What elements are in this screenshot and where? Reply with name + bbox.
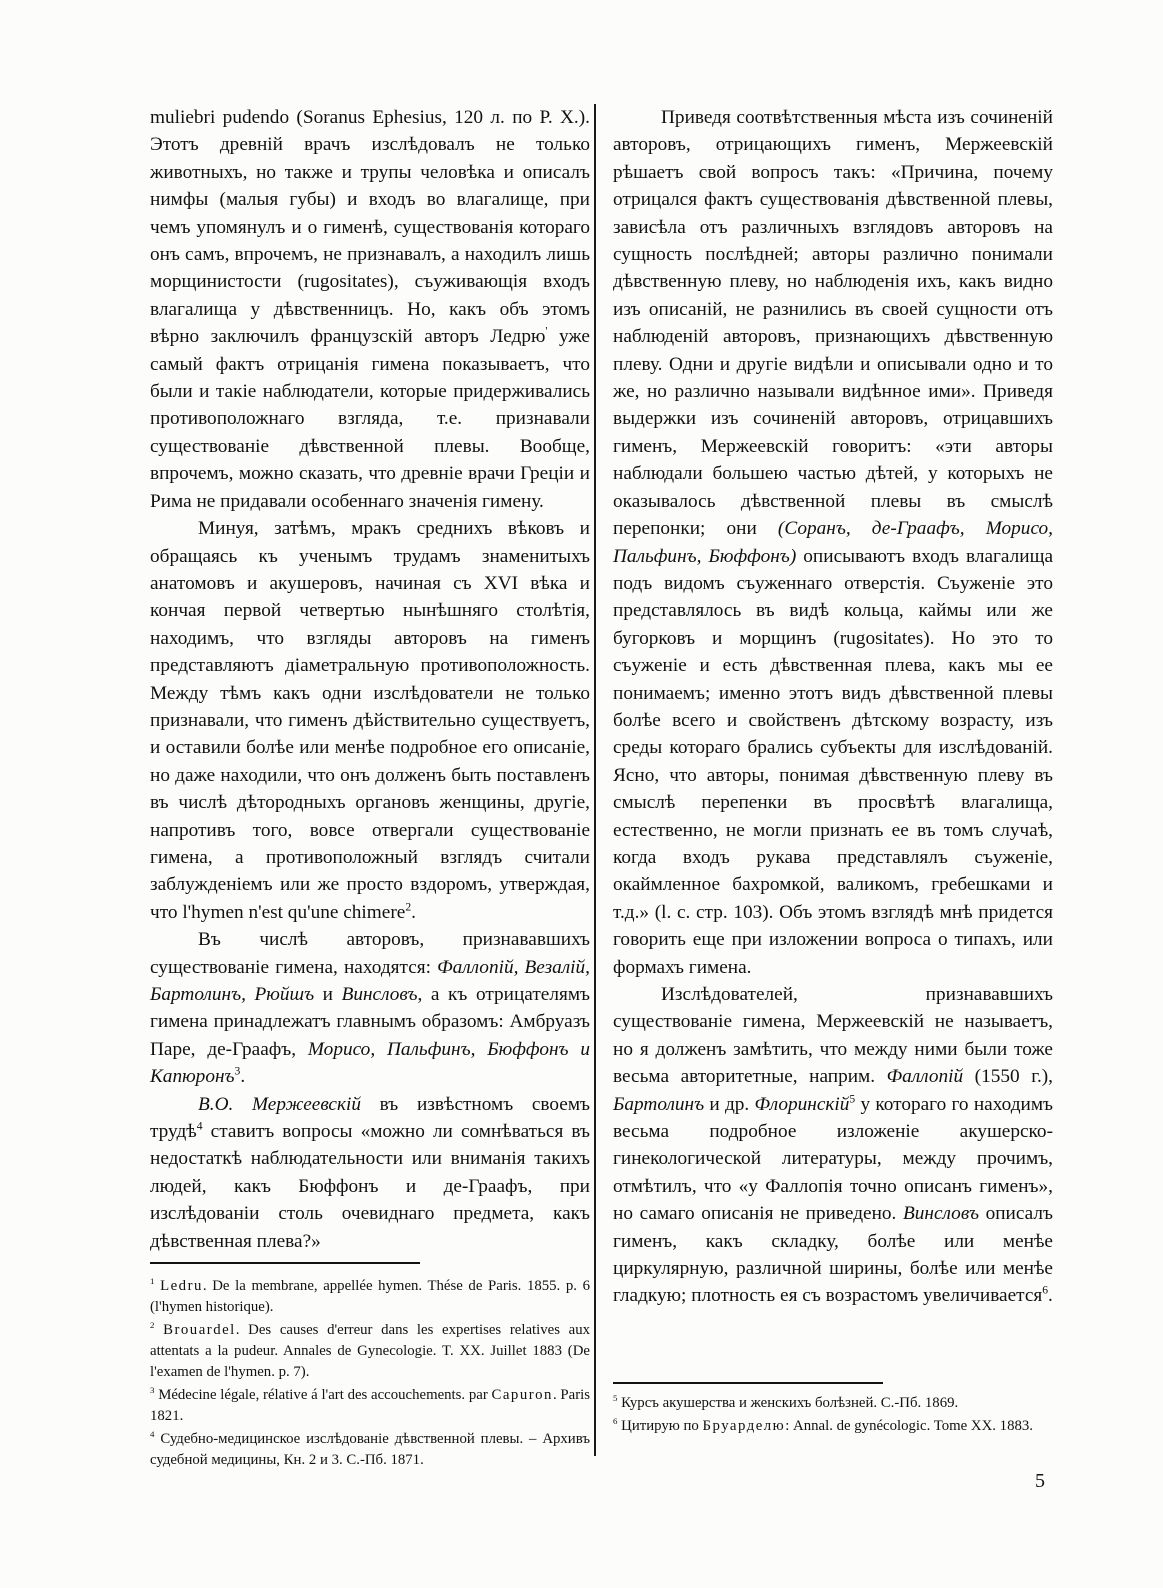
paragraph: Въ числѣ авторовъ, признававшихъ существованіе гимена, находятся: Фаллопій, Везалій, Бартолинъ, Рюйшъ и Винсловъ, а къ отрицателямъ гимена принадлежатъ главнымъ образомъ: Амбруазъ Паре, де-Граафъ, Морисо, Пальфинъ, Бюффонъ и Капюронъ$^3$. — [150, 929, 590, 1088]
column-divider — [594, 104, 596, 1456]
footnote: $^4$ Судебно-медицинское изслѣдованіе дѣвственной плевы. – Архивъ судебной медицины, Кн. 2 и 3. С.-Пб. 1871. — [150, 1429, 590, 1468]
right-column — [613, 104, 1053, 1310]
paragraph: Минуя, затѣмъ, мракъ среднихъ вѣковъ и обращаясь къ ученымъ трудамъ знаменитыхъ анатомовъ и акушеровъ, начиная съ XVI вѣка и кончая первой четвертью нынѣшняго столѣтія, находимъ, что взгляды авторовъ на гименъ представляютъ діаметральную противоположность. Между тѣмъ какъ одни изслѣдователи не только признавали, что гименъ дѣйствительно существуетъ, и оставили болѣе или менѣе подробное его описаніе, но даже находили, что онъ долженъ быть поставленъ въ числѣ дѣтородныхъ органовъ женщины, другіе, напротивъ того, вовсе отвергали существованіе гимена, а противоположный взглядъ считали заблужденіемъ или же просто вздоромъ, утверждая, что l'hymen n'est qu'une chimere$^2$. — [150, 518, 590, 923]
paragraph: В.О. Мержеевскій въ извѣстномъ своемъ трудѣ$^4$ ставитъ вопросы «можно ли сомнѣваться въ недостаткѣ наблюдательности или вниманія такихъ людей, какъ Бюффонъ и де-Граафъ, при изслѣдованіи столь очевиднаго предмета, какъ дѣвственная плева?» — [150, 1093, 591, 1252]
paragraph: Приведя соотвѣтственныя мѣста изъ сочиненій авторовъ, отрицающихъ гименъ, Мержеевскій рѣшаетъ свой вопросъ такъ: «Причина, почему отрицался фактъ существованія дѣвственной плевы, зависѣла отъ различныхъ взглядовъ авторовъ на сущность послѣдней; авторы различно понимали дѣвственную плеву, но наблюденія ихъ, какъ видно изъ описаній, не разнились въ своей сущности отъ наблюденій авторовъ, признающихъ дѣвственную плеву. Одни и другіе видѣли и описывали одно и то же, но различно называли видѣнное ими». Приведя выдержки изъ сочиненій авторовъ, отрицавшихъ гименъ, Мержеевскій говоритъ: «эти авторы наблюдали большею частью дѣтей, у которыхъ не оказывалось дѣвственной плевы въ смыслѣ перепонки; они (Соранъ, де-Граафъ, Морисо, Пальфинъ, Бюффонъ) описываютъ входъ влагалища подъ видомъ съуженнаго отверстія. Съуженіе это представлялось въ видѣ кольца, каймы или же бугорковъ и морщинъ (rugositates). Но это то съуженіе и есть дѣвственная плева, какъ мы ее понимаемъ; именно этотъ видъ дѣвственной плевы болѣе всего и свойственъ дѣтскому возрасту, изъ среды котораго брались субъекты для изслѣдованій. Ясно, что авторы, понимая дѣвственную плеву въ смыслѣ перепенки въ просвѣтѣ влагалища, естественно, не могли признать ее въ томъ случаѣ, когда входъ рукава представлялъ съуженіе, окаймленное бахромкой, валикомъ, гребешками и т.д.» (l. c. стр. 103). Объ этомъ взглядѣ мнѣ придется говорить еще при изложении вопроса о типахъ, или формахъ гимена. — [613, 107, 1053, 978]
footnote: $^5$ Курсъ акушерства и женскихъ болѣзней. С.-Пб. 1869. — [613, 1393, 959, 1411]
left-column — [150, 104, 590, 1255]
paragraph: Изслѣдователей, признававшихъ существованіе гимена, Мержеевскій не называетъ, но я долженъ замѣтить, что между ними были тоже весьма авторитетные, наприм. Фаллопій (1550 г.), Бартолинъ и др. Флоринскій$^5$ у котораго го находимъ весьма подробное изложеніе акушерско-гинекологической литературы, между прочимъ, отмѣтилъ, что «у Фаллопія точно описанъ гименъ», но самаго описанія не приведено. Винсловъ описалъ гименъ, какъ складку, болѣе или менѣе циркулярную, различной ширины, болѣе или менѣе гладкую; плотность ея съ возрастомъ увеличивается$^6$. — [613, 984, 1054, 1307]
footnote: $^6$ Цитирую по Бруарделю: Annal. de gynécologic. Tome XX. 1883. — [613, 1416, 1033, 1434]
footnote-rule — [150, 1262, 420, 1264]
footnotes-left — [150, 1276, 590, 1473]
footnote-rule — [613, 1382, 883, 1384]
paragraph: muliebri pudendo (Soranus Ephesius, 120 л. по Р. X.). Этотъ древній врачъ изслѣдовалъ не только животныхъ, но также и трупы человѣка и описалъ нимфы (малыя губы) и входъ во влагалище, при чемъ упомянулъ и о гименѣ, существованія котораго онъ самъ, впрочемъ, не признавалъ, а находилъ лишь морщинистости (rugositates), съуживающія входъ влагалища у дѣвственницъ. Но, какъ объ этомъ вѣрно заключилъ французскій авторъ Ледрю' уже самый фактъ отрицанія гимена показываетъ, что были и такіе наблюдатели, которые придерживались противоположнаго взгляда, т.е. признавали существованіе дѣвственной плевы. Вообще, впрочемъ, можно сказать, что древніе врачи Греціи и Рима не придавали особеннаго значенія гимену. — [150, 107, 590, 512]
footnote: $^3$ Médecine légale, rélative á l'art des accouchements. par Capuron. Paris 1821. — [150, 1385, 590, 1424]
footnote: $^2$ Brouardel. Des causes d'erreur dans les expertises relatives aux attentats a la pudeur. Annales de Gynecologie. T. XX. Juillet 1883 (De l'examen de l'hymen. p. 7). — [150, 1320, 591, 1380]
footnote: $^1$ Ledru. De la membrane, appellée hymen. Thése de Paris. 1855. p. 6 (l'hymen historique). — [150, 1276, 591, 1315]
page-number: 5 — [1035, 1470, 1045, 1492]
footnotes-right — [613, 1393, 1053, 1439]
